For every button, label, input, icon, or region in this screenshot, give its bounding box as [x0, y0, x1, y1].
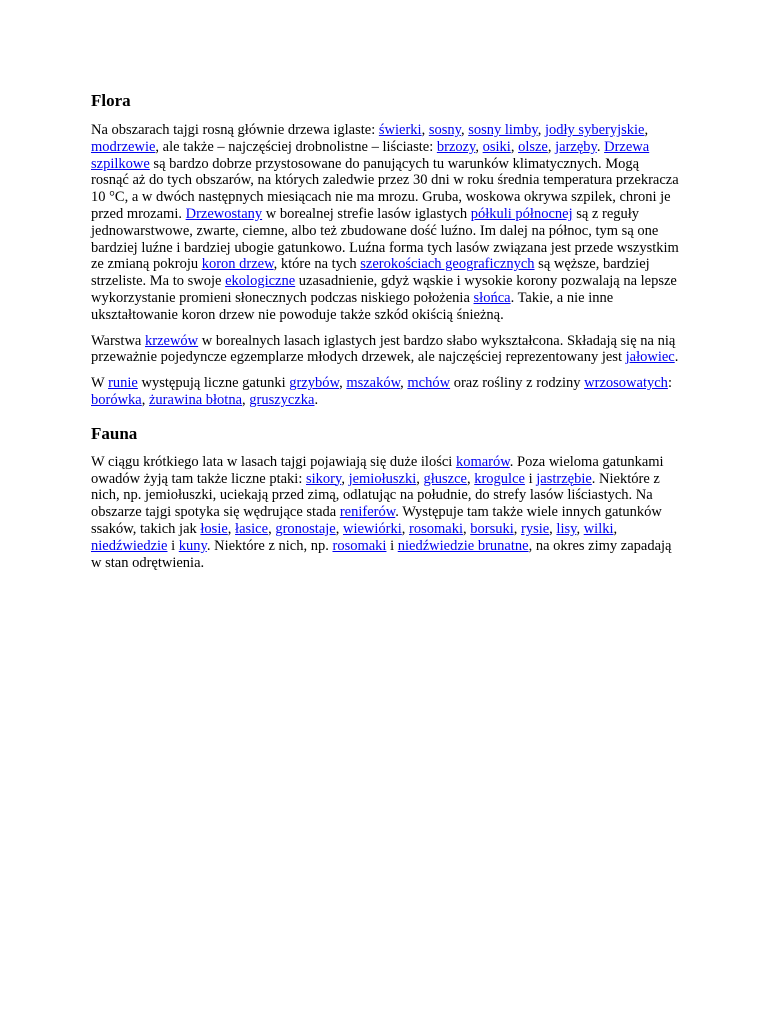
wiki-link[interactable]: wilki	[583, 520, 614, 537]
wiki-link[interactable]: jarzęby	[555, 138, 597, 155]
paragraph-text: ,	[549, 520, 557, 537]
wiki-link[interactable]: koron drzew	[201, 256, 274, 273]
wiki-link[interactable]: krzewów	[145, 332, 199, 349]
paragraph-text: uzasadnienie, gdyż wąskie i wysokie korony pozwalają na lepsze wykorzystanie promieni słonecznych podczas niskiego położenia	[91, 273, 677, 306]
wiki-link[interactable]: rysie	[520, 520, 550, 537]
paragraph-text: .	[596, 138, 605, 155]
wiki-link[interactable]: mchów	[407, 375, 451, 392]
paragraph-text: . Niektóre z nich, np.	[206, 537, 333, 554]
fauna-paragraph-1	[91, 454, 679, 572]
wiki-link[interactable]: gruszyczka	[249, 391, 315, 408]
wiki-link[interactable]: runie	[108, 375, 138, 392]
paragraph-text: w borealnych lasach iglastych jest bardzo słabo wykształcona. Składają się na nią przeważnie pojedyncze egzemplarze młodych drzewek, ale najczęściej reprezentowany jest	[91, 332, 676, 366]
wiki-link[interactable]: rosomaki	[332, 537, 387, 554]
wiki-link[interactable]: rosomaki	[409, 520, 463, 537]
paragraph-text: ,	[416, 470, 424, 487]
wiki-link[interactable]: jemiołuszki	[348, 470, 417, 487]
paragraph-text: ,	[400, 375, 408, 392]
wiki-link[interactable]: sosny	[428, 122, 461, 138]
paragraph-text: ,	[335, 520, 343, 537]
paragraph-text: ,	[466, 470, 475, 487]
paragraph-text: i	[524, 470, 537, 487]
paragraph-text: .	[674, 349, 679, 366]
wiki-link[interactable]: brzozy	[436, 138, 476, 155]
wiki-link[interactable]: półkuli północnej	[470, 205, 573, 222]
paragraph-text: ,	[339, 375, 347, 392]
document-body	[91, 90, 679, 580]
paragraph-text: ,	[513, 520, 521, 537]
paragraph-text: są z reguły jednowarstwowe, zwarte, ciemne, albo też zbudowane dość luźno. Im dalej na północ, tym są one bardziej luźne i bardziej ubogie gatunkowo. Luźna forma tych lasów związana jest przede wszystkim ze zmianą pokroju	[91, 205, 679, 273]
wiki-link[interactable]: sikory	[306, 470, 342, 487]
flora-paragraph-3	[91, 375, 679, 409]
wiki-link[interactable]: mszaków	[346, 375, 401, 392]
paragraph-text: Na obszarach tajgi rosną głównie drzewa iglaste:	[91, 122, 379, 138]
paragraph-text: . Poza wieloma gatunkami owadów żyją tam także liczne ptaki:	[91, 453, 664, 487]
paragraph-text: ,	[421, 122, 429, 138]
wiki-link[interactable]: wiewiórki	[342, 520, 402, 537]
paragraph-text: .	[314, 391, 319, 408]
wiki-link[interactable]: modrzewie	[91, 138, 156, 155]
paragraph-text: . Niektóre z nich, np. jemiołuszki, uciekają przed zimą, odlatując na południe, do strefy lasów liściastych. Na obszarze tajgi spotyka się wędrujące stada	[91, 470, 660, 521]
paragraph-text: ,	[644, 122, 649, 138]
wiki-link[interactable]: kuny	[178, 537, 207, 554]
wiki-link[interactable]: słońca	[473, 289, 511, 306]
paragraph-text: W ciągu krótkiego lata w lasach tajgi pojawiają się duże ilości	[91, 453, 456, 470]
wiki-link[interactable]: świerki	[378, 122, 422, 138]
paragraph-text: ,	[510, 138, 519, 155]
wiki-link[interactable]: niedźwiedzie	[91, 537, 168, 554]
wiki-link[interactable]: jastrzębie	[536, 470, 592, 487]
paragraph-text: i	[386, 537, 398, 554]
wiki-link[interactable]: niedźwiedzie brunatne	[397, 537, 529, 554]
paragraph-text: ,	[576, 520, 584, 537]
paragraph-text: :	[667, 375, 672, 392]
paragraph-text: Warstwa	[91, 332, 145, 349]
wiki-link[interactable]: łosie	[200, 520, 228, 537]
flora-heading: Flora	[91, 91, 131, 110]
wiki-link[interactable]: łasice	[235, 520, 269, 537]
wiki-link[interactable]: Drzewa szpilkowe	[91, 138, 650, 172]
paragraph-text: w borealnej strefie lasów iglastych	[262, 205, 471, 222]
wiki-link[interactable]: sosny limby	[468, 122, 538, 138]
paragraph-text: ,	[242, 391, 250, 408]
wiki-link[interactable]: szerokościach geograficznych	[360, 256, 535, 273]
flora-paragraph-1	[91, 122, 679, 324]
flora-paragraph-2	[91, 333, 679, 367]
wiki-link[interactable]: gronostaje	[275, 520, 336, 537]
wiki-link[interactable]: osiki	[482, 138, 511, 155]
paragraph-text: ,	[613, 520, 618, 537]
wiki-link[interactable]: jałowiec	[625, 349, 675, 366]
paragraph-text: W	[91, 375, 109, 392]
fauna-heading: Fauna	[91, 423, 138, 443]
wiki-link[interactable]: ekologiczne	[225, 273, 296, 290]
wiki-link[interactable]: jodły syberyjskie	[545, 122, 645, 138]
paragraph-text: , na okres zimy zapadają w stan odrętwienia.	[91, 537, 672, 571]
paragraph-text: ,	[537, 122, 545, 138]
paragraph-text: ,	[268, 520, 276, 537]
paragraph-text: , które na tych	[273, 256, 361, 273]
paragraph-text: ,	[547, 138, 556, 155]
paragraph-text: ,	[475, 138, 483, 155]
wiki-link[interactable]: Drzewostany	[185, 205, 263, 222]
wiki-link[interactable]: krogulce	[474, 470, 525, 487]
paragraph-text: . Takie, a nie inne ukształtowanie koron drzew nie powoduje także szkód okiścią śnieżną.	[91, 289, 614, 323]
paragraph-text: ,	[141, 391, 149, 408]
wiki-link[interactable]: głuszce	[423, 470, 467, 487]
paragraph-text: ,	[401, 520, 410, 537]
wiki-link[interactable]: borówka	[91, 391, 142, 408]
paragraph-text: są węższe, bardziej strzeliste. Ma to swoje	[91, 256, 650, 290]
paragraph-text: i	[167, 537, 179, 554]
wiki-link[interactable]: wrzosowatych	[584, 375, 668, 392]
paragraph-text: występują liczne gatunki	[137, 375, 290, 392]
paragraph-text: . Występuje tam także wiele innych gatunków ssaków, takich jak	[91, 504, 662, 537]
wiki-link[interactable]: komarów	[455, 453, 510, 470]
paragraph-text: ,	[341, 470, 349, 487]
paragraph-text: , ale także – najczęściej drobnolistne – liściaste:	[155, 138, 437, 155]
wiki-link[interactable]: lisy	[556, 520, 577, 537]
paragraph-text: ,	[460, 122, 469, 138]
wiki-link[interactable]: grzybów	[289, 375, 340, 392]
wiki-link[interactable]: żurawina błotna	[149, 391, 243, 408]
paragraph-text: są bardzo dobrze przystosowane do panujących tu warunków klimatycznych. Mogą rosnąć aż do tych obszarów, na których zaledwie przez 30 dni w roku średnia temperatura przekracza 10 °C, a w dwóch następnych miesiącach nie ma mrozu. Gruba, woskowa okrywa szpilek, chroni je przed mrozami.	[91, 155, 679, 222]
paragraph-text: ,	[462, 520, 471, 537]
paragraph-text: oraz rośliny z rodziny	[450, 375, 585, 392]
paragraph-text: ,	[227, 520, 236, 537]
wiki-link[interactable]: borsuki	[470, 520, 514, 537]
wiki-link[interactable]: olsze	[518, 138, 548, 155]
wiki-link[interactable]: reniferów	[339, 504, 396, 521]
